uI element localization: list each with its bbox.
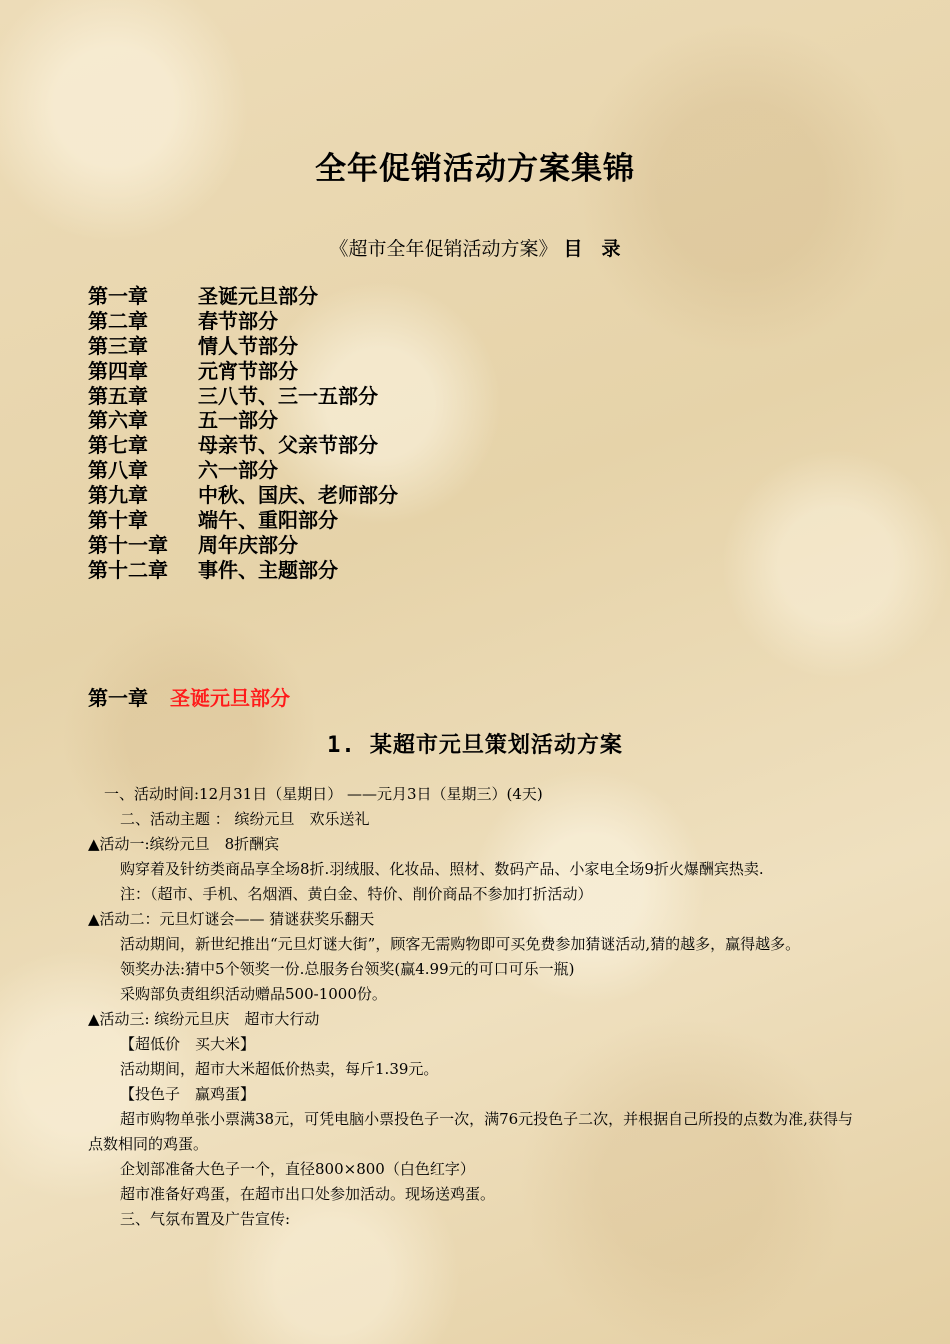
toc-item-number: 第七章 bbox=[88, 433, 148, 458]
body-paragraph: ▲活动一:缤纷元旦 8折酬宾 bbox=[88, 835, 280, 853]
table-of-contents bbox=[88, 284, 398, 583]
chapter-heading bbox=[88, 682, 290, 711]
body-paragraph: ▲活动二：元旦灯谜会—— 猜谜获奖乐翻天 bbox=[88, 910, 375, 928]
body-paragraph: 【投色子 赢鸡蛋】 bbox=[120, 1085, 256, 1103]
body-paragraph: 领奖办法:猜中5个领奖一份.总服务台领奖(赢4.99元的可口可乐一瓶) bbox=[120, 960, 575, 978]
body-paragraph: 超市购物单张小票满38元，可凭电脑小票投色子一次，满76元投色子二次，并根据自己所投的点数为准,获得与点数相同的鸡蛋。 bbox=[88, 1110, 853, 1153]
toc-item-title: 圣诞元旦部分 bbox=[198, 284, 318, 308]
body-paragraph: 二、活动主题 ： 缤纷元旦 欢乐送礼 bbox=[120, 810, 370, 828]
toc-heading bbox=[0, 234, 950, 261]
toc-item-number: 第九章 bbox=[88, 483, 148, 508]
toc-item bbox=[88, 483, 398, 508]
toc-heading-text: 《超市全年促销活动方案》 bbox=[329, 238, 558, 260]
toc-item-title: 元宵节部分 bbox=[198, 358, 298, 383]
body-paragraph: 企划部准备大色子一个，直径800×800（白色红字） bbox=[120, 1160, 475, 1178]
toc-heading-label: 目 录 bbox=[563, 238, 621, 260]
toc-item-title: 周年庆部分 bbox=[198, 532, 298, 557]
body-paragraph: 活动期间，超市大米超低价热卖，每斤1.39元。 bbox=[120, 1060, 439, 1078]
toc-item bbox=[88, 309, 398, 334]
toc-item-title: 六一部分 bbox=[198, 458, 278, 483]
chapter-title: 圣诞元旦部分 bbox=[170, 686, 290, 710]
toc-item-number: 第十二章 bbox=[88, 557, 168, 582]
toc-item bbox=[88, 533, 398, 558]
body-paragraph: 活动期间，新世纪推出“元旦灯谜大街”，顾客无需购物即可买免费参加猜谜活动,猜的越多，赢得越多。 bbox=[120, 935, 801, 953]
body-paragraph: 【超低价 买大米】 bbox=[120, 1035, 256, 1053]
chapter-number: 第一章 bbox=[88, 686, 148, 710]
toc-item-number: 第十章 bbox=[88, 508, 148, 533]
toc-item-title: 事件、主题部分 bbox=[198, 557, 338, 582]
toc-item-number: 第三章 bbox=[88, 333, 148, 358]
toc-item-number: 第十一章 bbox=[88, 532, 168, 557]
toc-item bbox=[88, 558, 398, 583]
document-title: 全年促销活动方案集锦 bbox=[315, 151, 635, 187]
toc-item-title: 情人节部分 bbox=[198, 333, 298, 358]
toc-item-number: 第五章 bbox=[88, 383, 148, 408]
body-text bbox=[88, 782, 863, 1232]
toc-item-title: 母亲节、父亲节部分 bbox=[198, 433, 378, 458]
toc-item bbox=[88, 359, 398, 384]
toc-item-number: 第六章 bbox=[88, 408, 148, 433]
body-paragraph: 购穿着及针纺类商品享全场8折.羽绒服、化妆品、照材、数码产品、小家电全场9折火爆酬宾热卖. bbox=[120, 860, 764, 878]
toc-item bbox=[88, 334, 398, 359]
toc-item bbox=[88, 458, 398, 483]
toc-item bbox=[88, 384, 398, 409]
toc-item-title: 端午、重阳部分 bbox=[198, 508, 338, 533]
body-paragraph: 三、气氛布置及广告宣传: bbox=[120, 1210, 291, 1228]
toc-item bbox=[88, 433, 398, 458]
toc-item bbox=[88, 408, 398, 433]
toc-item-number: 第一章 bbox=[88, 284, 148, 308]
body-paragraph: 一、活动时间:12月31日（星期日） ——元月3日（星期三）(4天) bbox=[104, 785, 543, 803]
body-paragraph: ▲活动三: 缤纷元旦庆 超市大行动 bbox=[88, 1010, 320, 1028]
toc-item-title: 五一部分 bbox=[198, 408, 278, 433]
toc-item bbox=[88, 508, 398, 533]
toc-item-title: 春节部分 bbox=[198, 308, 278, 333]
section-title: 1. 某超市元旦策划活动方案 bbox=[327, 733, 623, 758]
toc-item-title: 中秋、国庆、老师部分 bbox=[198, 483, 398, 508]
body-paragraph: 超市准备好鸡蛋，在超市出口处参加活动。现场送鸡蛋。 bbox=[120, 1185, 496, 1203]
body-paragraph: 采购部负责组织活动赠品500-1000份。 bbox=[120, 985, 387, 1003]
toc-item-number: 第八章 bbox=[88, 458, 148, 483]
toc-item-number: 第二章 bbox=[88, 308, 148, 333]
toc-item-number: 第四章 bbox=[88, 358, 148, 383]
toc-item bbox=[88, 284, 398, 309]
body-paragraph: 注：（超市、手机、名烟酒、黄白金、特价、削价商品不参加打折活动） bbox=[120, 885, 593, 903]
toc-item-title: 三八节、三一五部分 bbox=[198, 383, 378, 408]
